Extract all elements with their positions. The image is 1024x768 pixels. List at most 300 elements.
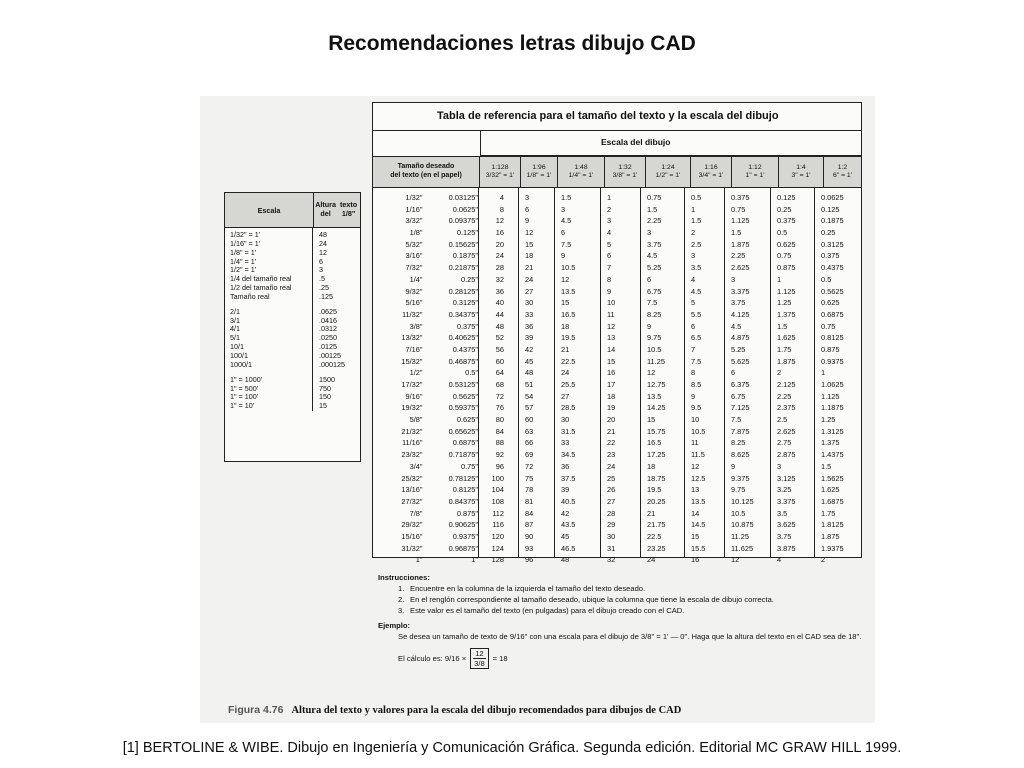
table-cell: 7.5 [647,298,658,308]
decimal-cell: 0.25" [460,274,478,284]
table-cell: 27 [607,496,616,506]
instruction-number: 1. [398,584,405,593]
table-cell: 60 [495,356,504,366]
figure-number: Figura 4.76 [228,704,284,716]
fraction-cell: 17/32" [401,380,423,389]
fraction-cell: 7/8" [409,508,423,518]
table-cell: 3 [647,228,652,238]
table-cell: 7.875 [731,426,750,436]
table-cell: 10.5 [731,508,746,518]
table-cell: 24 [561,368,570,378]
scale-equivalence: 1/8" = 1' [526,172,552,179]
fraction-cell: 9/32" [405,286,423,296]
table-cell: 1.125 [731,216,750,226]
table-cell: 3.75 [777,531,792,541]
table-cell: 12 [495,216,504,226]
fraction-cell: 7/32" [405,263,423,273]
decimal-cell: 0.21875" [448,263,478,273]
scale-value: 3/1 [230,315,240,325]
table-cell: 1.3125 [821,426,844,436]
table-data [373,187,861,565]
fraction-denominator: 3/8 [474,659,485,668]
instruction-number: 3. [398,606,405,615]
scale-value-column [725,187,771,565]
height-column [313,228,360,411]
decimal-cell: 0.78125" [448,473,478,483]
fraction-cell: 21/32" [401,426,423,436]
table-cell: 96 [495,461,504,471]
scale-value: 1/8" = 1' [230,247,257,257]
table-cell: 104 [491,485,504,495]
table-cell: 124 [491,543,504,553]
table-cell: 1.875 [731,239,750,249]
table-cell: 72 [495,391,504,401]
table-cell: 46.5 [561,543,576,553]
decimal-cell: 0.3125" [452,298,478,308]
fraction-cell: 11/16" [401,438,423,448]
fraction-cell: 1/2" [409,368,423,378]
scale-value: 10/1 [230,342,244,352]
desired-size-column [373,187,479,565]
table-cell: 6 [647,274,652,284]
scale-table-header [225,193,360,228]
table-cell: 16.5 [647,438,662,448]
scale-equivalence: 6" = 1' [832,172,853,179]
table-cell: 24 [647,555,656,565]
table-cell: 57 [525,403,534,413]
decimal-cell: 0.40625" [448,333,478,343]
table-cell: 9.75 [731,485,746,495]
table-cell: 9 [731,461,736,471]
fraction-column [373,192,427,565]
table-cell: 12.75 [647,380,666,389]
table-cell: 2.625 [731,263,750,273]
table-cell: 3.5 [777,508,788,518]
desired-size-header [373,157,480,187]
table-cell: 22.5 [561,356,576,366]
instruction-text: En el renglón correspondiente al tamaño deseado, ubique la columna que tiene la escala de dibujo correcta. [410,595,774,604]
scale-ratio: 1:24 [661,163,675,171]
fraction-cell: 3/8" [409,321,423,331]
desired-size-header-line1: Tamaño deseado [397,163,455,171]
table-cell: 12 [561,274,570,284]
text-height-value: .0625 [319,306,337,316]
table-cell: 0.875 [821,344,840,354]
table-cell: 0.75 [731,204,746,214]
fraction-cell: 13/16" [401,485,423,495]
table-cell: 15 [561,298,570,308]
table-cell: 1.125 [821,391,840,401]
desired-size-header-line2: del texto (en el papel) [390,172,462,179]
text-height-value: .0125 [319,342,337,352]
table-cell: 6 [731,368,736,378]
table-title: Tabla de referencia para el tamaño del texto y la escala del dibujo [373,103,861,131]
table-cell: 2.25 [647,216,662,226]
table-cell: 0.1875 [821,216,844,226]
height-header-line1: Altura del [315,200,336,218]
table-cell: 1.75 [821,508,836,518]
height-header [314,193,360,227]
table-cell: 2.25 [777,391,792,401]
decimal-cell: 0.9375" [452,531,478,541]
decimal-cell: 0.5625" [452,391,478,401]
table-cell: 1.875 [821,531,840,541]
scale-equivalence: 3/4" = 1' [698,172,724,179]
table-cell: 0.3125 [821,239,844,249]
table-cell: 6 [561,228,566,238]
fraction-cell: 3/32" [405,216,423,226]
table-cell: 0.4375 [821,263,844,273]
scale-value-column [815,187,861,565]
example-heading: Ejemplo: [378,621,411,630]
decimal-cell: 0.15625" [448,239,478,249]
decimal-cell: 0.90625" [448,520,478,530]
decimal-cell: 0.59375" [448,403,478,413]
table-cell: 30 [607,531,616,541]
table-cell: 3.625 [777,520,796,530]
table-cell: 3 [607,216,612,226]
text-height-value: 6 [319,256,323,266]
text-height-value: .0250 [319,333,337,343]
table-cell: 40 [495,298,504,308]
slide-title: Recomendaciones letras dibujo CAD [328,32,696,55]
table-cell: 0.625 [821,298,840,308]
fraction-cell: 1/32" [405,193,423,202]
text-height-value: .125 [319,291,333,301]
scale-column-header [779,157,824,187]
table-cell: 72 [525,461,534,471]
decimal-cell: 1" [471,555,478,565]
table-cell: 90 [525,531,534,541]
table-cell: 16 [691,555,700,565]
table-cell: 15 [691,531,700,541]
table-cell: 64 [495,368,504,378]
table-cell: 2.125 [777,380,796,389]
table-cell: 30 [561,415,570,425]
table-cell: 0.625 [777,239,796,249]
table-cell: 2.25 [731,251,746,261]
scale-value: 1/4 del tamaño real [230,274,292,284]
table-cell: 1 [607,193,612,202]
instruction-number: 2. [398,595,405,604]
table-cell: 7.5 [561,239,572,249]
table-cell: 2.625 [777,426,796,436]
table-cell: 42 [561,508,570,518]
fraction-cell: 1/4" [409,274,423,284]
table-cell: 0.6875 [821,309,844,319]
table-cell: 0.8125 [821,333,844,343]
fraction-cell: 25/32" [401,473,423,483]
table-cell: 1 [821,368,826,378]
table-cell: 80 [495,415,504,425]
scale-value-column [641,187,685,565]
table-cell: 11.5 [691,450,705,460]
fraction-cell: 29/32" [401,520,423,530]
table-cell: 36 [561,461,570,471]
table-cell: 28 [495,263,504,273]
table-cell: 32 [495,274,504,284]
scale-value: 100/1 [230,350,248,360]
table-cell: 8.25 [647,309,662,319]
table-cell: 128 [491,555,504,565]
scale-equivalence: 1" = 1' [745,172,765,179]
table-cell: 3 [561,204,566,214]
table-cell: 8 [691,368,696,378]
scale-column-header [646,157,691,187]
table-cell: 3.375 [731,286,750,296]
table-cell: 20 [495,239,504,249]
table-cell: 2 [821,555,826,565]
table-cell: 8.5 [691,380,702,389]
table-cell: 3 [777,461,782,471]
table-cell: 39 [561,485,570,495]
table-cell: 0.0625 [821,193,844,202]
fraction-cell: 15/32" [401,356,423,366]
table-cell: 6.75 [647,286,662,296]
table-cell: 0.125 [821,204,840,214]
table-cell: 18 [561,321,570,331]
decimal-cell: 0.09375" [448,216,478,226]
table-cell: 56 [495,344,504,354]
table-cell: 15.75 [647,426,666,436]
fraction-cell: 31/32" [401,543,423,553]
table-cell: 1.5 [647,204,658,214]
instructions [378,572,868,669]
table-cell: 22 [607,438,616,448]
table-cell: 1.8125 [821,520,844,530]
table-cell: 10 [691,415,700,425]
decimal-cell: 0.625" [456,415,478,425]
scale-value: 1" = 500' [230,383,259,393]
table-cell: 9.75 [647,333,662,343]
table-cell: 60 [525,415,534,425]
table-cell: 43.5 [561,520,576,530]
table-cell: 11.625 [731,543,754,553]
table-cell: 1.75 [777,344,792,354]
table-cell: 6.5 [691,333,702,343]
decimal-cell: 0.84375" [448,496,478,506]
table-cell: 18 [525,251,534,261]
table-cell: 7.125 [731,403,750,413]
scale-value-column [685,187,725,565]
fraction-cell: 3/16" [405,251,423,261]
table-cell: 24 [495,251,504,261]
table-cell: 33 [525,309,534,319]
scale-column-header [732,157,779,187]
text-height-value: 24 [319,238,327,248]
table-cell: 21.75 [647,520,666,530]
table-cell: 81 [525,496,534,506]
table-cell: 9 [561,251,566,261]
table-cell: 2.375 [777,403,796,413]
table-cell: 19 [607,403,616,413]
table-cell: 36 [495,286,504,296]
table-cell: 36 [525,321,534,331]
table-cell: 3 [691,251,696,261]
table-cell: 21 [607,426,616,436]
scale-ratio: 1:12 [748,163,762,171]
table-cell: 63 [525,426,534,436]
table-cell: 10.5 [647,344,662,354]
scale-value-column [771,187,815,565]
table-cell: 21 [525,263,534,273]
reference-table [372,102,862,565]
instruction-text: Encuentre en la columna de la izquierda el tamaño del texto deseado. [410,584,646,593]
table-cell: 31.5 [561,426,576,436]
table-cell: 11.25 [647,356,665,366]
table-cell: 18 [647,461,656,471]
table-cell: 14 [607,344,616,354]
table-cell: 5.5 [691,309,702,319]
table-cell: 1.25 [821,415,836,425]
scale-value: 2/1 [230,306,240,316]
decimal-cell: 0.5" [465,368,478,378]
table-cell: 3.75 [647,239,662,249]
text-height-value: .0416 [319,315,337,325]
table-cell: 1.5 [731,228,742,238]
decimal-cell: 0.75" [460,461,478,471]
table-cell: 44 [495,309,504,319]
instruction-item [378,605,868,616]
calculation [378,648,868,669]
table-cell: 33 [561,438,570,448]
table-cell: 52 [495,333,504,343]
decimal-cell: 0.28125" [448,286,478,296]
fraction-cell: 1/8" [409,228,423,238]
table-cell: 4.5 [691,286,702,296]
table-cell: 1.625 [777,333,796,343]
table-cell: 0.75 [777,251,792,261]
table-cell: 1.5 [821,461,832,471]
decimal-cell: 0.03125" [448,193,478,202]
table-cell: 16.5 [561,309,576,319]
table-cell: 4.875 [731,333,750,343]
text-height-value: 12 [319,247,327,257]
table-cell: 1.0625 [821,380,844,389]
table-cell: 4.125 [731,309,750,319]
table-cell: 13.5 [561,286,576,296]
table-cell: 116 [492,520,504,530]
table-cell: 28 [607,508,616,518]
table-cell: 11 [607,309,615,319]
table-cell: 2.75 [777,438,792,448]
decimal-column [427,192,478,565]
table-cell: 76 [495,403,504,413]
table-cell: 6 [691,321,696,331]
text-height-value: 150 [319,392,331,402]
scale-column-header [824,157,861,187]
table-cell: 24 [525,274,534,284]
table-cell: 0.75 [647,193,662,202]
table-cell: 7.5 [691,356,702,366]
table-cell: 13.5 [647,391,662,401]
table-cell: 0.375 [821,251,840,261]
scale-table [224,192,361,462]
table-cell: 9.5 [691,403,702,413]
fraction-cell: 5/16" [405,298,423,308]
instruction-item [378,594,868,605]
table-cell: 3.25 [777,485,792,495]
table-cell: 21 [561,344,570,354]
table-cell: 26 [607,485,616,495]
scale-band-label: Escala del dibujo [601,137,671,147]
table-cell: 15 [607,356,616,366]
table-cell: 0.9375 [821,356,844,366]
decimal-cell: 0.4375" [452,344,478,354]
table-cell: 1.875 [777,356,796,366]
table-cell: 6.375 [731,380,750,389]
scale-ratio: 1:96 [532,163,546,171]
fraction-cell: 23/32" [401,450,423,460]
fraction-cell: 7/16" [405,344,423,354]
table-cell: 108 [491,496,504,506]
scale-value-column [601,187,641,565]
table-cell: 10.5 [691,426,706,436]
table-cell: 45 [561,531,570,541]
table-cell: 45 [525,356,534,366]
table-cell: 30 [525,298,534,308]
table-cell: 3.125 [777,473,796,483]
decimal-cell: 0.1875" [452,251,478,261]
calculation-fraction [470,648,488,669]
table-cell: 9 [647,321,652,331]
table-cell: 1.5 [561,193,572,202]
table-cell: 4.5 [731,321,742,331]
table-cell: 12 [731,555,740,565]
table-cell: 3.75 [731,298,746,308]
fraction-cell: 3/4" [409,461,423,471]
table-cell: 4 [499,193,504,202]
table-cell: 3.375 [777,496,796,506]
scale-ratio: 1:32 [618,163,632,171]
scale-value: 1" = 1000' [230,374,263,384]
decimal-cell: 0.53125" [448,380,478,389]
table-cell: 8.625 [731,450,750,460]
scale-value: 1000/1 [230,359,252,369]
table-cell: 0.875 [777,263,796,273]
table-cell: 25.5 [561,380,576,389]
text-height-value: 750 [319,383,331,393]
fraction-cell: 13/32" [401,333,423,343]
calculation-result: = 18 [492,654,508,663]
table-cell: 40.5 [561,496,576,506]
table-cell: 48 [525,368,534,378]
reference-footer: [1] BERTOLINE & WIBE. Dibujo en Ingeniería y Comunicación Gráfica. Segunda edición. Editorial MC GRAW HILL 1999. [122,740,902,756]
caption-text: Altura del texto y valores para la escala del dibujo recomendados para dibujos de CAD [291,705,682,716]
table-cell: 5 [691,298,696,308]
table-cell: 15.5 [691,543,706,553]
table-cell: 1.5625 [821,473,844,483]
table-cell: 27 [525,286,534,296]
table-cell: 24 [607,461,616,471]
table-cell: 4.5 [561,216,572,226]
table-cell: 54 [525,391,534,401]
table-cell: 6 [525,204,530,214]
fraction-numerator: 12 [475,649,484,658]
table-cell: 23 [607,450,616,460]
decimal-cell: 0.875" [456,508,478,518]
fraction-cell: 1/16" [405,204,423,214]
table-cell: 3.875 [777,543,796,553]
table-cell: 96 [525,555,534,565]
instruction-item [378,583,868,594]
scale-value: 1" = 100' [230,392,259,402]
table-cell: 1.125 [777,286,796,296]
scale-value: 1/2" = 1' [230,265,257,275]
decimal-cell: 0.71875" [448,450,478,460]
table-cell: 7 [607,263,612,273]
table-cell: 0.125 [777,193,796,202]
